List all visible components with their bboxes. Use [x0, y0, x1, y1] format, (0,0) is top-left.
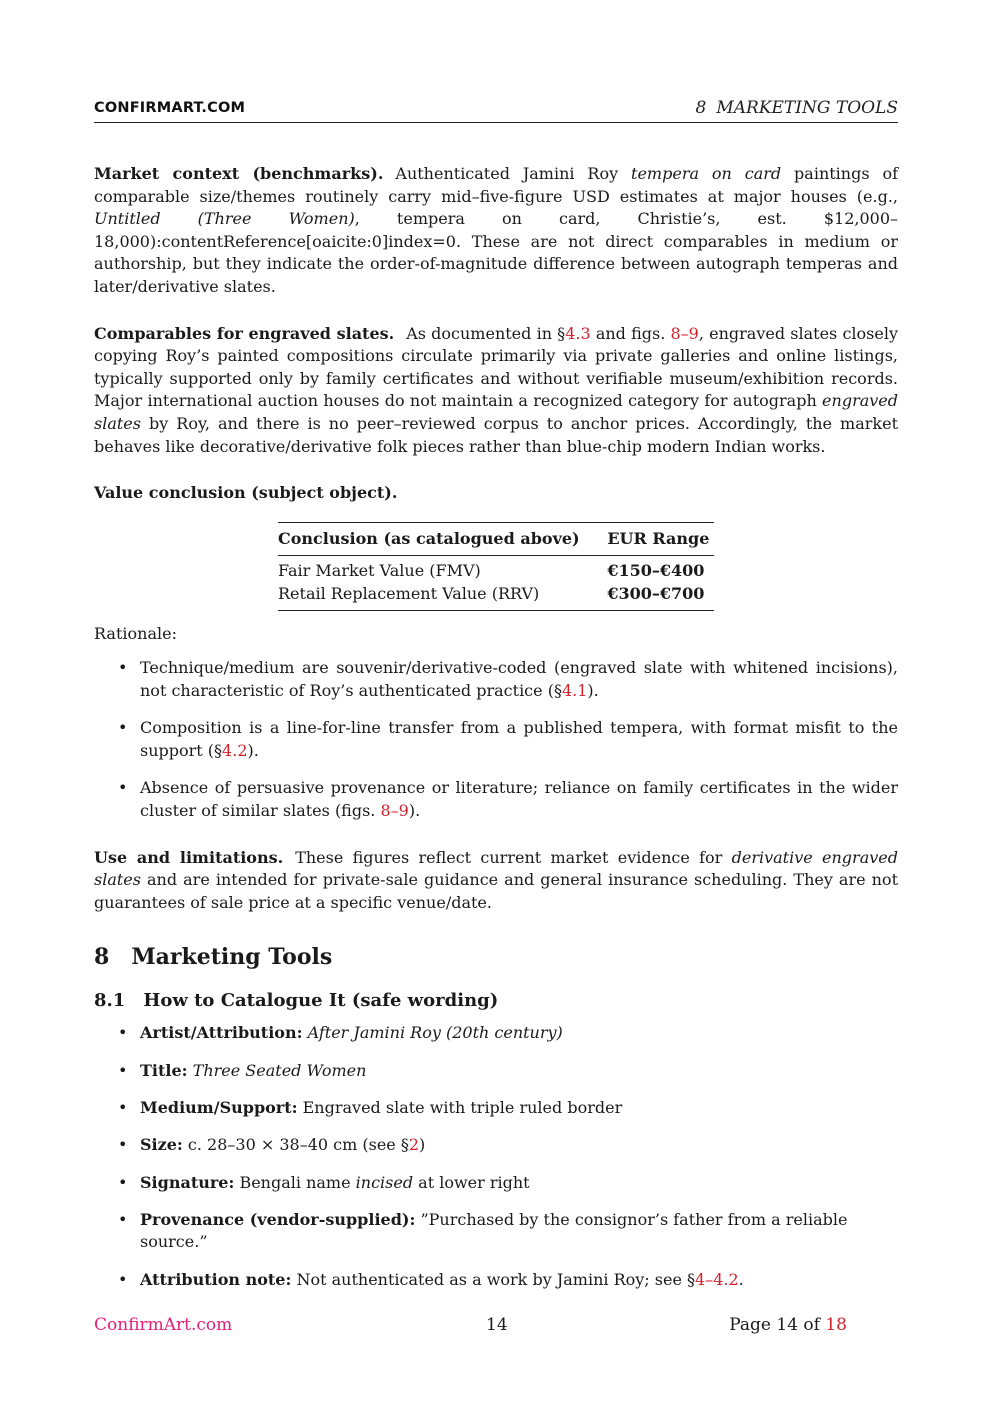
list-item: • Technique/medium are souvenir/derivative-coded (engraved slate with whitened incisions), not characteristic of Roy’s authenticated practice (§4.1).	[94, 657, 898, 702]
value-table	[278, 522, 714, 611]
list-item: • Medium/Support: Engraved slate with triple ruled border	[94, 1097, 898, 1120]
section-ref-link[interactable]: 2	[408, 1135, 420, 1155]
page-header	[94, 96, 898, 123]
list-item: • Signature: Bengali name incised at lower right	[94, 1172, 898, 1195]
footer-site-link[interactable]: ConfirmArt.com	[94, 1315, 233, 1335]
table-header-row	[278, 522, 714, 556]
figure-ref-link[interactable]: 8–9	[380, 801, 409, 821]
list-item: • Provenance (vendor-supplied): ”Purchased by the consignor’s father from a reliable source.”	[94, 1209, 898, 1254]
table-cell-range: €300–€700	[607, 583, 705, 603]
total-pages-link[interactable]: 18	[825, 1315, 847, 1335]
market-context-paragraph: Market context (benchmarks). Authenticated Jamini Roy tempera on card paintings of comparable size/themes routinely carry mid–five-figure USD estimates at major houses (e.g., Untitled (Three Women), tempera on card, Christie’s, est. $12,000–18,000):contentReference[oaicite:0]index=0. These are not direct comparables in medium or authorship, but they indicate the order-of-magnitude difference between autograph temperas and later/derivative slates.	[94, 164, 899, 296]
list-item: • Attribution note: Not authenticated as a work by Jamini Roy; see §4–4.2.	[94, 1269, 898, 1292]
figure-ref-link[interactable]: 8–9	[670, 323, 699, 343]
list-item: • Composition is a line-for-line transfer from a published tempera, with format misfit to the support (§4.2).	[94, 717, 898, 762]
rationale-list	[94, 657, 898, 823]
footer-page-number: 14	[486, 1315, 508, 1335]
section-ref-link[interactable]: 4.3	[565, 323, 591, 343]
footer-page-of: Page 14 of 18	[729, 1315, 847, 1335]
rationale-label: Rationale:	[94, 623, 177, 643]
table-header-range: EUR Range	[607, 528, 710, 548]
confirmart-logo: CONFIRMART.COM	[94, 100, 246, 116]
main-content	[94, 163, 898, 1306]
section-ref-link[interactable]: 4.1	[561, 680, 588, 700]
value-conclusion-heading: Value conclusion (subject object).	[94, 483, 398, 503]
comparables-paragraph: Comparables for engraved slates. As documented in §4.3 and figs. 8–9, engraved slates closely copying Roy’s painted compositions circulate primarily via private galleries and online listings, typically supported only by family certificates and without verifiable museum/exhibition records. Major international auction houses do not maintain a recognized category for autograph engraved slates by Roy, and there is no peer–reviewed corpus to anchor prices. Accordingly, the market behaves like decorative/derivative folk pieces rather than blue-chip modern Indian works.	[94, 323, 898, 456]
list-item: • Absence of persuasive provenance or literature; reliance on family certificates in the wider cluster of similar slates (figs. 8–9).	[94, 777, 898, 822]
section-ref-link[interactable]: 4–4.2	[695, 1269, 739, 1289]
table-cell-range: €150–€400	[607, 561, 705, 581]
table-cell-label: Fair Market Value (FMV)	[278, 561, 481, 581]
list-item: • Title: Three Seated Women	[94, 1060, 898, 1083]
table-row	[278, 583, 714, 610]
running-title: 8 MARKETING TOOLS	[695, 98, 898, 118]
section-ref-link[interactable]: 4.2	[222, 740, 248, 760]
table-cell-label: Retail Replacement Value (RRV)	[278, 583, 540, 603]
list-item: • Size: c. 28–30 × 38–40 cm (see §2)	[94, 1134, 898, 1157]
table-header-conclusion: Conclusion (as catalogued above)	[278, 528, 580, 548]
use-limitations-paragraph: Use and limitations. These figures reflect current market evidence for derivative engraved slates and are intended for private-sale guidance and general insurance scheduling. They are not guarantees of sale price at a specific venue/date.	[94, 847, 898, 912]
table-row	[278, 556, 714, 583]
section-heading: 8 Marketing Tools	[94, 944, 333, 971]
list-item: • Artist/Attribution: After Jamini Roy (20th century)	[94, 1022, 898, 1045]
catalogue-list	[94, 1022, 898, 1291]
subsection-heading: 8.1 How to Catalogue It (safe wording)	[94, 990, 499, 1012]
page-footer	[94, 1315, 898, 1339]
